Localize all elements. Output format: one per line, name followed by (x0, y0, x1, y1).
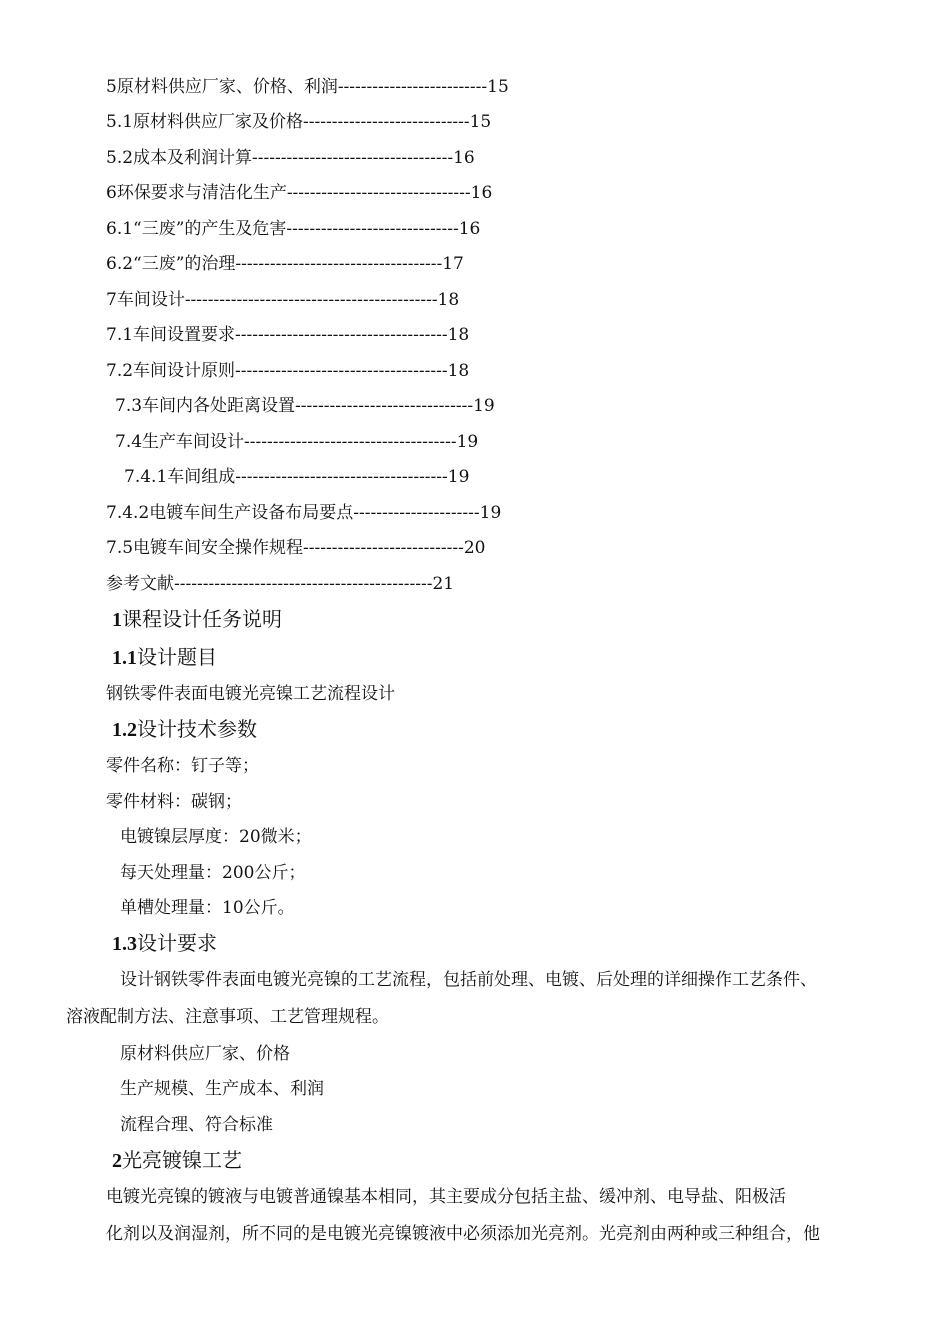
param-tank-load: 单槽处理量：10公斤。 (120, 898, 295, 918)
toc-entry-7-4-1: 7.4.1车间组成-------------------------------------19 (124, 467, 470, 487)
toc-entry-7-2: 7.2车间设计原则-------------------------------------18 (106, 361, 470, 381)
section-heading-1-1 (112, 644, 217, 671)
section-number: 1.2 (112, 719, 137, 741)
section-number: 1.3 (112, 933, 137, 955)
section-title: 设计题目 (137, 645, 217, 669)
toc-entry-5: 5原材料供应厂家、价格、利润--------------------------15 (106, 77, 509, 97)
section-heading-1-2 (112, 716, 257, 743)
toc-entry-6-1: 6.1“三废”的产生及危害------------------------------16 (106, 219, 481, 239)
toc-entry-6: 6环保要求与清洁化生产--------------------------------16 (106, 183, 493, 203)
section-number: 1 (112, 609, 122, 631)
param-part-name: 零件名称：钉子等； (106, 756, 259, 776)
requirement-paragraph-line: 溶液配制方法、注意事项、工艺管理规程。 (66, 1007, 389, 1027)
toc-entry-references: 参考文献---------------------------------------------21 (106, 574, 455, 594)
section-number: 2 (112, 1150, 122, 1172)
section-title: 设计要求 (137, 931, 217, 955)
section-title: 光亮镀镍工艺 (122, 1148, 242, 1172)
toc-entry-5-1: 5.1原材料供应厂家及价格-----------------------------15 (106, 112, 492, 132)
requirement-item: 生产规模、生产成本、利润 (120, 1079, 324, 1099)
requirement-item: 流程合理、符合标准 (120, 1115, 273, 1135)
section-heading-1 (112, 606, 282, 633)
section-heading-1-3 (112, 930, 217, 957)
toc-entry-7-5: 7.5电镀车间安全操作规程----------------------------20 (106, 538, 486, 558)
body-paragraph-line: 化剂以及润湿剂，所不同的是电镀光亮镍镀液中必须添加光亮剂。光亮剂由两种或三种组合，他 (106, 1224, 820, 1244)
requirement-item: 原材料供应厂家、价格 (120, 1044, 290, 1064)
design-topic: 钢铁零件表面电镀光亮镍工艺流程设计 (106, 684, 395, 704)
toc-entry-7-4-2: 7.4.2电镀车间生产设备布局要点----------------------19 (106, 503, 502, 523)
param-thickness: 电镀镍层厚度：20微米； (120, 827, 312, 847)
toc-entry-7-1: 7.1车间设置要求-------------------------------------18 (106, 325, 470, 345)
param-material: 零件材料：碳钢； (106, 792, 242, 812)
toc-entry-5-2: 5.2成本及利润计算-----------------------------------16 (106, 148, 475, 168)
section-title: 课程设计任务说明 (122, 607, 282, 631)
section-title: 设计技术参数 (137, 717, 257, 741)
toc-entry-7-3: 7.3车间内各处距离设置-------------------------------19 (115, 396, 495, 416)
section-heading-2 (112, 1147, 242, 1174)
body-paragraph-line: 电镀光亮镍的镀液与电镀普通镍基本相同，其主要成分包括主盐、缓冲剂、电导盐、阳极活 (106, 1187, 786, 1207)
toc-entry-7: 7车间设计--------------------------------------------18 (106, 290, 460, 310)
toc-entry-7-4: 7.4生产车间设计-------------------------------------19 (115, 432, 479, 452)
param-daily-load: 每天处理量：200公斤； (120, 863, 306, 883)
requirement-paragraph-line: 设计钢铁零件表面电镀光亮镍的工艺流程，包括前处理、电镀、后处理的详细操作工艺条件、 (120, 970, 817, 990)
toc-entry-6-2: 6.2“三废”的治理------------------------------------17 (106, 254, 464, 274)
section-number: 1.1 (112, 647, 137, 669)
